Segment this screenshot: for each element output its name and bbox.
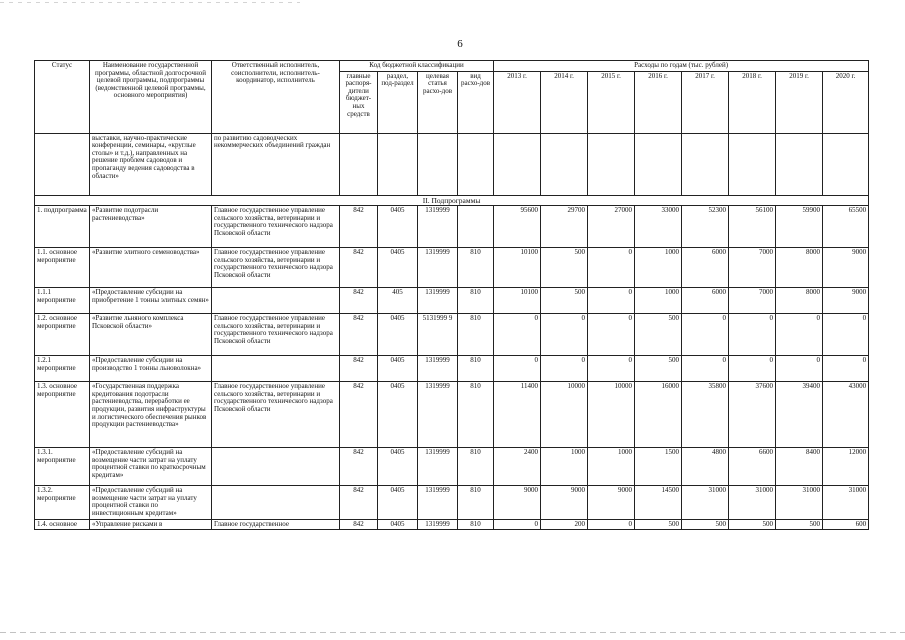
cell-year-value: 29700	[541, 206, 588, 248]
cell-target-article: 1319999	[418, 448, 458, 486]
cell-target-article: 1319999	[418, 206, 458, 248]
cell-year-value: 600	[823, 519, 869, 530]
cell-target-article: 1319999	[418, 486, 458, 519]
cell-year-value: 9000	[588, 486, 635, 519]
header-year: 2020 г.	[823, 71, 869, 133]
cell-year-value: 7000	[729, 248, 776, 288]
cell-year-value: 0	[729, 314, 776, 356]
cell-status: 1.3. основное мероприятие	[35, 382, 90, 448]
page-number: 6	[457, 38, 463, 50]
cell-empty	[776, 133, 823, 195]
cell-razdel: 0405	[378, 314, 418, 356]
cell-year-value: 9000	[494, 486, 541, 519]
cell-year-value: 500	[635, 356, 682, 382]
cell-executor: Главное государственное управление сельского хозяйства, ветеринарии и государственного технического надзора Псковской области	[212, 248, 340, 288]
cell-empty	[418, 133, 458, 195]
cell-year-value: 10100	[494, 288, 541, 314]
cell-year-value: 0	[729, 356, 776, 382]
table-row	[35, 248, 869, 288]
cell-status: 1.4. основное	[35, 519, 90, 530]
cell-expense-type: 810	[458, 288, 494, 314]
cell-year-value: 0	[588, 519, 635, 530]
cell-year-value: 33000	[635, 206, 682, 248]
cell-name: «Развитие подотрасли растениеводства»	[90, 206, 212, 248]
cell-year-value: 9000	[823, 288, 869, 314]
cell-year-value: 0	[588, 288, 635, 314]
header-year: 2015 г.	[588, 71, 635, 133]
cell-year-value: 39400	[776, 382, 823, 448]
cell-year-value: 11400	[494, 382, 541, 448]
scan-artifact-top	[0, 2, 300, 3]
cell-name: «Предоставление субсидии на производство 1 тонны льноволокна»	[90, 356, 212, 382]
cell-year-value: 0	[776, 356, 823, 382]
cell-year-value: 1000	[541, 448, 588, 486]
data-rows	[35, 206, 869, 530]
cell-executor	[212, 288, 340, 314]
cell-target-article: 1319999	[418, 288, 458, 314]
cell-year-value: 52300	[682, 206, 729, 248]
cell-year-value: 31000	[729, 486, 776, 519]
cell-year-value: 0	[494, 314, 541, 356]
cell-grbs: 842	[340, 314, 378, 356]
cell-year-value: 4800	[682, 448, 729, 486]
cell-razdel: 0405	[378, 356, 418, 382]
cell-year-value: 8000	[776, 248, 823, 288]
cell-year-value: 0	[588, 314, 635, 356]
table-row	[35, 448, 869, 486]
cell-empty	[635, 133, 682, 195]
cell-name: «Развитие льняного комплекса Псковской области»	[90, 314, 212, 356]
cell-razdel: 0405	[378, 382, 418, 448]
cell-grbs: 842	[340, 486, 378, 519]
cell-grbs: 842	[340, 288, 378, 314]
cell-executor: Главное государственное управление сельского хозяйства, ветеринарии и государственного технического надзора Псковской области	[212, 206, 340, 248]
cell-year-value: 95600	[494, 206, 541, 248]
cell-year-value: 0	[494, 519, 541, 530]
cell-status	[35, 133, 90, 195]
cell-name: «Предоставление субсидий на возмещение части затрат на уплату процентной ставки по краткосрочным кредитам»	[90, 448, 212, 486]
cell-executor: по развитию садоводческих некоммерческих объединений граждан	[212, 133, 340, 195]
cell-target-article: 1319999	[418, 248, 458, 288]
cell-expense-type: 810	[458, 448, 494, 486]
cell-target-article: 1319999	[418, 356, 458, 382]
cell-year-value: 6600	[729, 448, 776, 486]
header-budget-code: Код бюджетной классификации	[340, 61, 494, 72]
table-row	[35, 486, 869, 519]
cell-status: 1.1. основное мероприятие	[35, 248, 90, 288]
cell-grbs: 842	[340, 356, 378, 382]
table-row	[35, 314, 869, 356]
header-expenses: Расходы по годам (тыс. рублей)	[494, 61, 869, 72]
cell-grbs: 842	[340, 248, 378, 288]
cell-year-value: 500	[729, 519, 776, 530]
cell-year-value: 31000	[682, 486, 729, 519]
cell-empty	[682, 133, 729, 195]
scan-artifact-bottom	[0, 632, 905, 633]
cell-expense-type: 810	[458, 382, 494, 448]
cell-year-value: 200	[541, 519, 588, 530]
cell-status: 1. подпрограмма	[35, 206, 90, 248]
cell-year-value: 31000	[776, 486, 823, 519]
cell-year-value: 7000	[729, 288, 776, 314]
cell-year-value: 500	[635, 314, 682, 356]
cell-year-value: 500	[635, 519, 682, 530]
table-row	[35, 288, 869, 314]
cell-empty	[458, 133, 494, 195]
cell-year-value: 10000	[541, 382, 588, 448]
cell-empty	[378, 133, 418, 195]
header-razdel: раздел, под-раздел	[378, 71, 418, 133]
table-row	[35, 519, 869, 530]
cell-year-value: 65500	[823, 206, 869, 248]
cell-razdel: 0405	[378, 486, 418, 519]
cell-year-value: 0	[682, 356, 729, 382]
header-executor: Ответственный исполнитель, соисполнители, исполнитель-координатор, исполнитель	[212, 61, 340, 134]
cell-expense-type: 810	[458, 248, 494, 288]
table-header-row-1	[35, 61, 869, 72]
cell-year-value: 0	[588, 356, 635, 382]
cell-year-value: 0	[776, 314, 823, 356]
header-year: 2019 г.	[776, 71, 823, 133]
cell-year-value: 35800	[682, 382, 729, 448]
cell-year-value: 10100	[494, 248, 541, 288]
cell-year-value: 9000	[823, 248, 869, 288]
cell-year-value: 12000	[823, 448, 869, 486]
table-row	[35, 206, 869, 248]
cell-executor	[212, 486, 340, 519]
cell-year-value: 37600	[729, 382, 776, 448]
cell-name: выставки, научно-практические конференции, семинары, «круглые столы» и т.д.), направленных на решение проблем садоводов и пропаганду ведения садоводства в области»	[90, 133, 212, 195]
cell-year-value: 59900	[776, 206, 823, 248]
cell-executor: Главное государственное	[212, 519, 340, 530]
cell-executor: Главное государственное управление сельского хозяйства, ветеринарии и государственного технического надзора Псковской области	[212, 314, 340, 356]
cell-name: «Управление рисками в	[90, 519, 212, 530]
cell-year-value: 31000	[823, 486, 869, 519]
cell-year-value: 56100	[729, 206, 776, 248]
cell-name: «Предоставление субсидий на возмещение части затрат на уплату процентной ставки по инвестиционным кредитам»	[90, 486, 212, 519]
header-vr: вид расхо-дов	[458, 71, 494, 133]
cell-empty	[494, 133, 541, 195]
cell-razdel: 405	[378, 288, 418, 314]
cell-year-value: 1000	[635, 248, 682, 288]
cell-razdel: 0405	[378, 248, 418, 288]
cell-expense-type: 810	[458, 356, 494, 382]
cell-year-value: 500	[541, 248, 588, 288]
cell-expense-type: 810	[458, 519, 494, 530]
cell-status: 1.3.1. мероприятие	[35, 448, 90, 486]
header-year: 2017 г.	[682, 71, 729, 133]
cell-year-value: 1000	[635, 288, 682, 314]
header-year: 2018 г.	[729, 71, 776, 133]
cell-year-value: 8400	[776, 448, 823, 486]
cell-executor: Главное государственное управление сельского хозяйства, ветеринарии и государственного технического надзора Псковской области	[212, 382, 340, 448]
cell-empty	[823, 133, 869, 195]
table-row	[35, 382, 869, 448]
cell-status: 1.1.1 мероприятие	[35, 288, 90, 314]
cell-year-value: 1000	[588, 448, 635, 486]
cell-razdel: 0405	[378, 206, 418, 248]
cell-empty	[340, 133, 378, 195]
table-row-continuation	[35, 133, 869, 195]
header-year: 2014 г.	[541, 71, 588, 133]
cell-year-value: 10000	[588, 382, 635, 448]
cell-name: «Предоставление субсидии на приобретение 1 тонны элитных семян»	[90, 288, 212, 314]
cell-razdel: 0405	[378, 448, 418, 486]
cell-grbs: 842	[340, 382, 378, 448]
cell-year-value: 500	[541, 288, 588, 314]
cell-year-value: 1500	[635, 448, 682, 486]
cell-name: «Государственная поддержка кредитования подотрасли растениеводства, переработки ее продукции, развития инфраструктуры и логистического обеспечения рынков продукции растениеводства»	[90, 382, 212, 448]
cell-status: 1.2.1 мероприятие	[35, 356, 90, 382]
cell-empty	[541, 133, 588, 195]
cell-target-article: 1319999	[418, 382, 458, 448]
cell-year-value: 0	[682, 314, 729, 356]
cell-year-value: 0	[823, 356, 869, 382]
cell-year-value: 0	[823, 314, 869, 356]
section-title: II. Подпрограммы	[35, 195, 869, 206]
cell-empty	[729, 133, 776, 195]
cell-year-value: 16000	[635, 382, 682, 448]
cell-expense-type: 810	[458, 314, 494, 356]
cell-target-article: 5131999 9	[418, 314, 458, 356]
cell-year-value: 0	[541, 314, 588, 356]
cell-year-value: 27000	[588, 206, 635, 248]
cell-grbs: 842	[340, 519, 378, 530]
program-table	[34, 60, 869, 530]
cell-target-article: 1319999	[418, 519, 458, 530]
cell-year-value: 0	[494, 356, 541, 382]
cell-year-value: 6000	[682, 248, 729, 288]
cell-expense-type	[458, 206, 494, 248]
header-grbs: главные распоря-дители бюджет-ных средств	[340, 71, 378, 133]
cell-year-value: 500	[682, 519, 729, 530]
cell-year-value: 2400	[494, 448, 541, 486]
cell-year-value: 6000	[682, 288, 729, 314]
cell-grbs: 842	[340, 448, 378, 486]
cell-status: 1.3.2. мероприятие	[35, 486, 90, 519]
header-year: 2016 г.	[635, 71, 682, 133]
cell-name: «Развитие элитного семеноводства»	[90, 248, 212, 288]
header-status: Статус	[35, 61, 90, 134]
cell-year-value: 14500	[635, 486, 682, 519]
header-cs: целевая статья расхо-дов	[418, 71, 458, 133]
cell-year-value: 0	[541, 356, 588, 382]
table-row	[35, 356, 869, 382]
cell-year-value: 43000	[823, 382, 869, 448]
cell-year-value: 9000	[541, 486, 588, 519]
cell-year-value: 0	[588, 248, 635, 288]
cell-empty	[588, 133, 635, 195]
cell-executor	[212, 448, 340, 486]
header-name: Наименование государственной программы, областной долгосрочной целевой программы, подпрограммы (ведомственной целевой программы, основного мероприятия)	[90, 61, 212, 134]
cell-executor	[212, 356, 340, 382]
cell-status: 1.2. основное мероприятие	[35, 314, 90, 356]
header-year: 2013 г.	[494, 71, 541, 133]
cell-expense-type: 810	[458, 486, 494, 519]
cell-year-value: 8000	[776, 288, 823, 314]
section-row	[35, 195, 869, 206]
cell-razdel: 0405	[378, 519, 418, 530]
cell-grbs: 842	[340, 206, 378, 248]
cell-year-value: 500	[776, 519, 823, 530]
